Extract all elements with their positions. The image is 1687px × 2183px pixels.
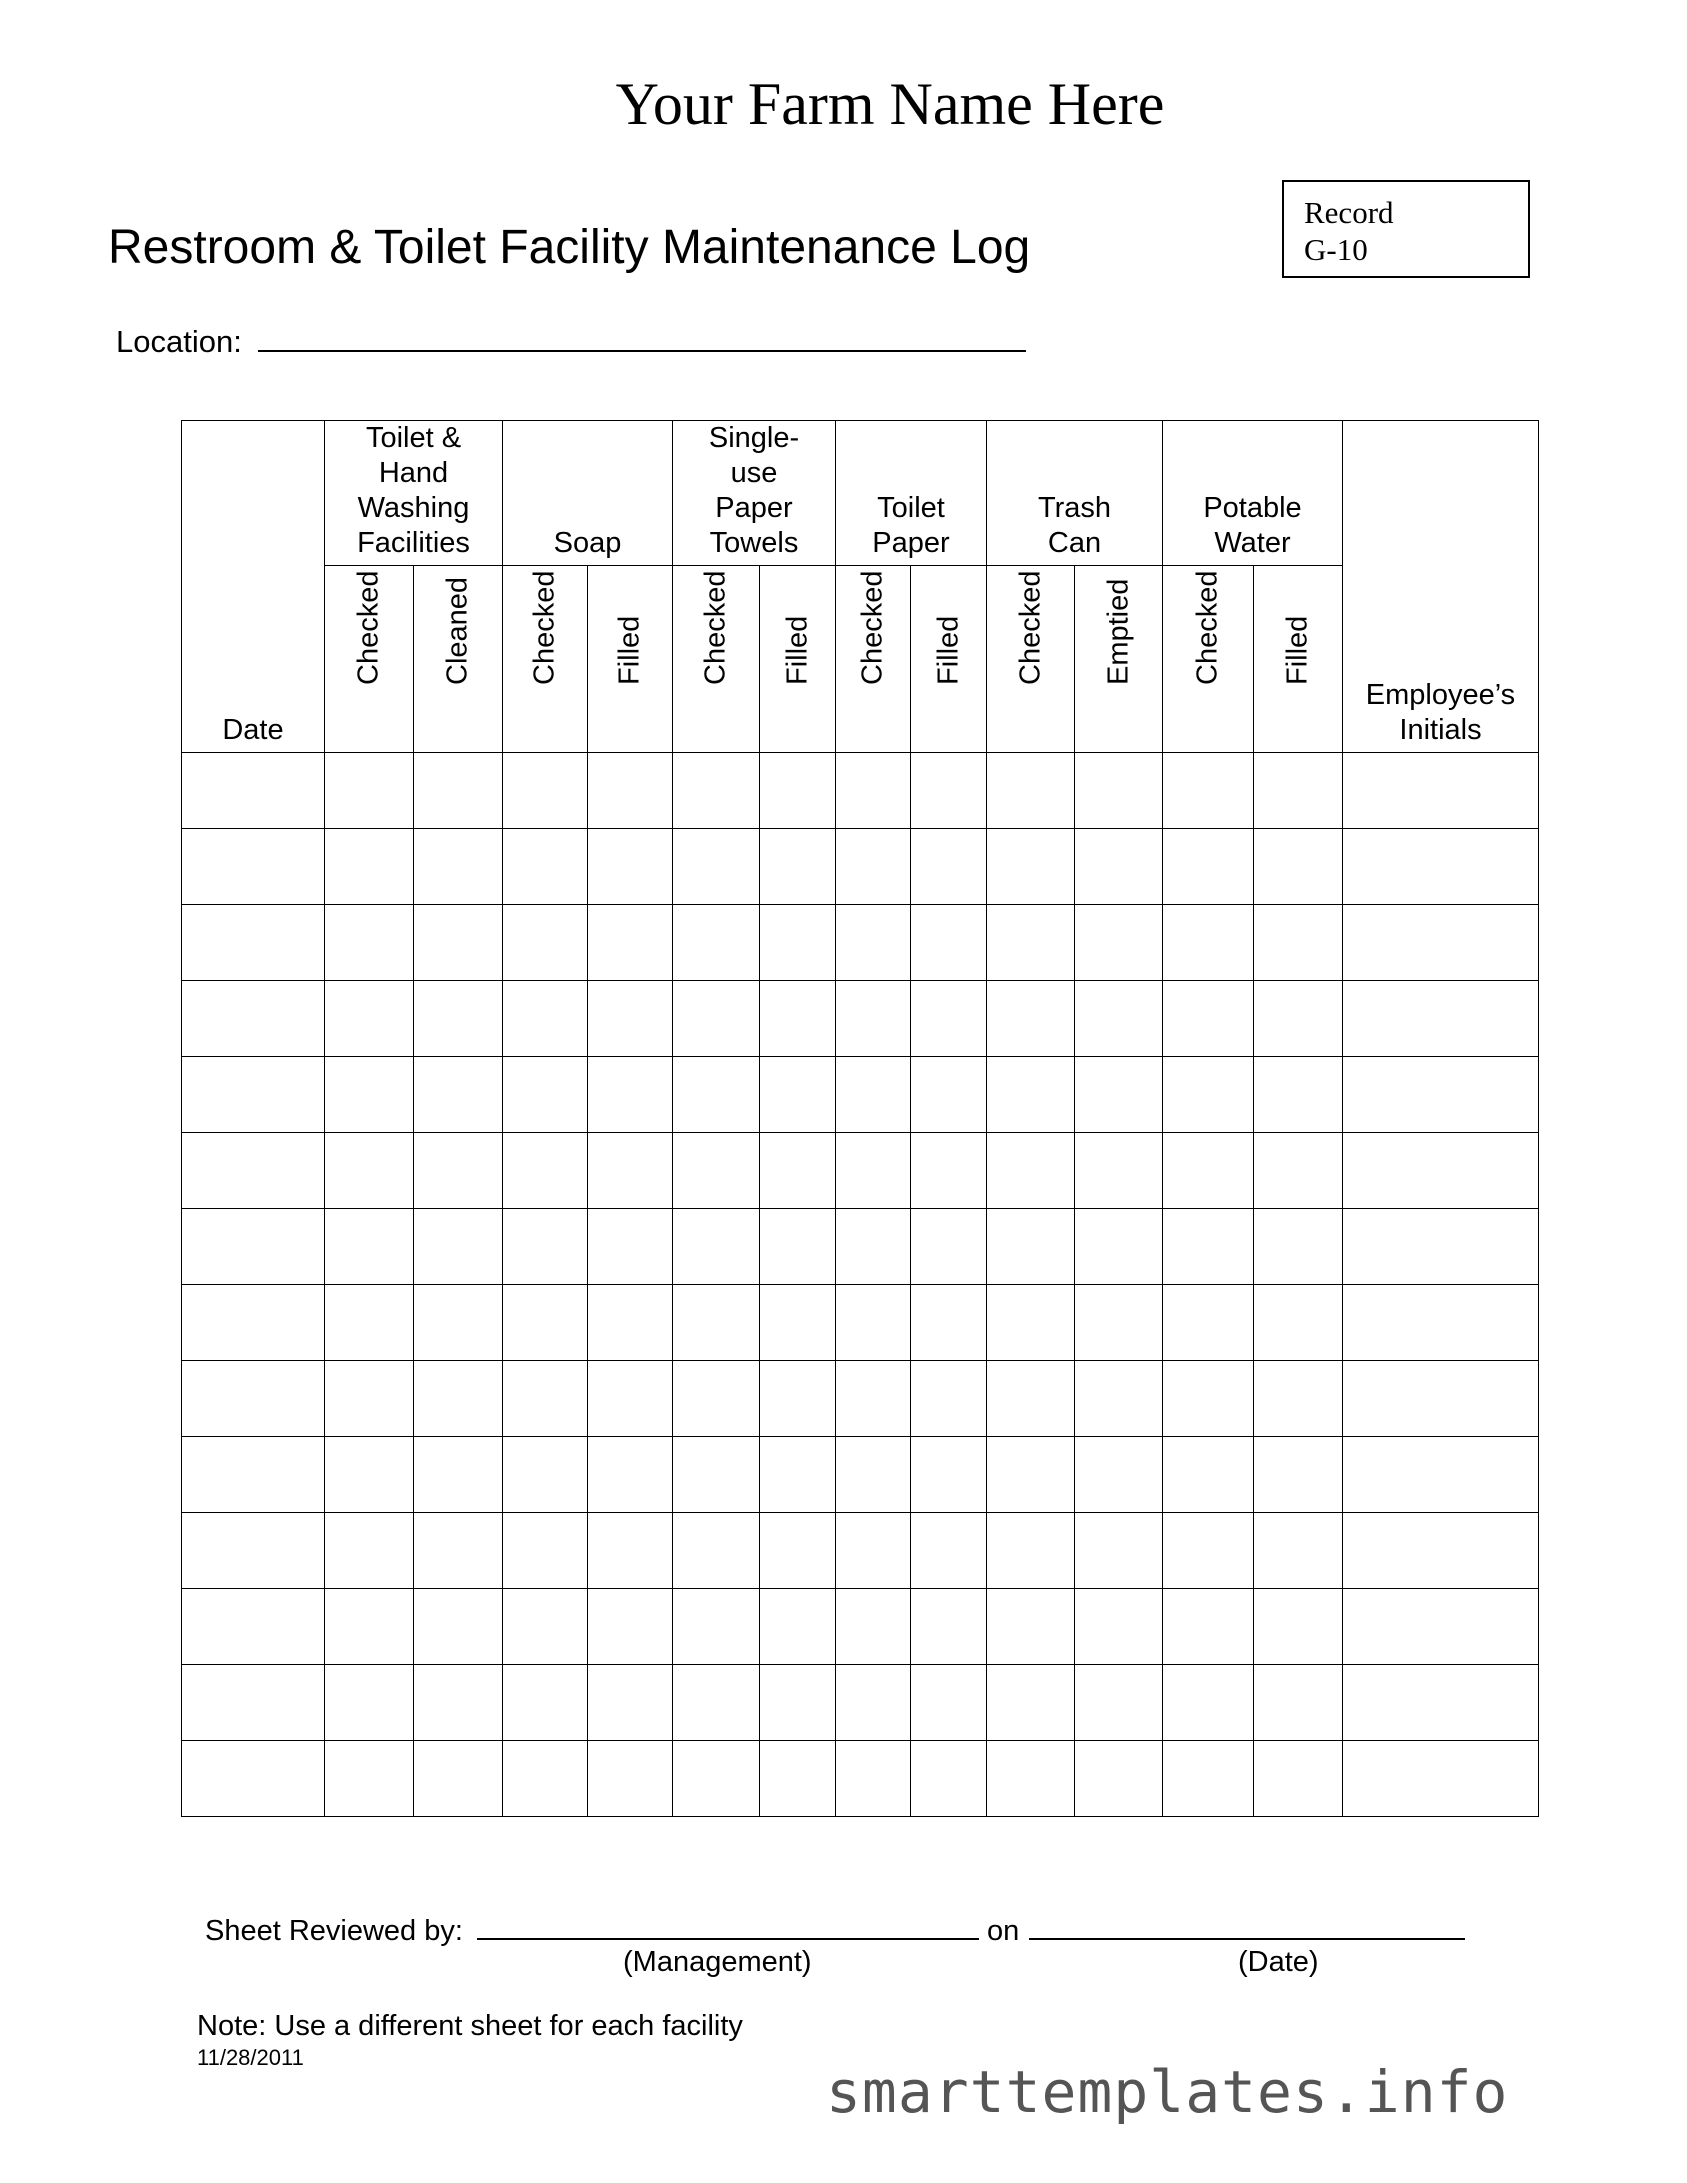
- check-cell[interactable]: [673, 905, 760, 981]
- check-cell[interactable]: [414, 981, 503, 1057]
- table-row: [182, 829, 1539, 905]
- watermark: smarttemplates.info: [826, 2058, 1509, 2126]
- check-cell[interactable]: [588, 1209, 673, 1285]
- check-cell[interactable]: [836, 829, 911, 905]
- table-row: [182, 981, 1539, 1057]
- check-cell[interactable]: [836, 1057, 911, 1133]
- check-cell[interactable]: [760, 1589, 836, 1665]
- check-cell[interactable]: [1075, 1589, 1163, 1665]
- check-cell[interactable]: [414, 829, 503, 905]
- subcolumn-header: [836, 566, 911, 753]
- initials-cell[interactable]: [1343, 1665, 1539, 1741]
- check-cell[interactable]: [987, 1513, 1075, 1589]
- subcolumn-label: Checked: [1014, 570, 1046, 685]
- check-cell[interactable]: [836, 1589, 911, 1665]
- check-cell[interactable]: [760, 753, 836, 829]
- table-row: [182, 1133, 1539, 1209]
- initials-cell[interactable]: [1343, 1589, 1539, 1665]
- check-cell[interactable]: [760, 1513, 836, 1589]
- check-cell[interactable]: [836, 1665, 911, 1741]
- subcolumn-label: Checked: [699, 570, 732, 685]
- check-cell[interactable]: [987, 1741, 1075, 1817]
- check-cell[interactable]: [911, 1133, 987, 1209]
- table-row: [182, 753, 1539, 829]
- check-cell[interactable]: [987, 1209, 1075, 1285]
- initials-cell[interactable]: [1343, 981, 1539, 1057]
- subcolumn-header: [911, 566, 987, 753]
- check-cell[interactable]: [588, 1285, 673, 1361]
- check-cell[interactable]: [760, 829, 836, 905]
- check-cell[interactable]: [1075, 829, 1163, 905]
- table-row: [182, 1057, 1539, 1133]
- check-cell[interactable]: [911, 905, 987, 981]
- initials-cell[interactable]: [1343, 1437, 1539, 1513]
- check-cell[interactable]: [414, 753, 503, 829]
- initials-cell[interactable]: [1343, 1513, 1539, 1589]
- check-cell[interactable]: [911, 1665, 987, 1741]
- check-cell[interactable]: [911, 753, 987, 829]
- check-cell[interactable]: [503, 981, 588, 1057]
- group-header: Toilet Paper: [836, 421, 987, 566]
- reviewer-blank-line[interactable]: [477, 1910, 979, 1940]
- date-cell[interactable]: [182, 1437, 325, 1513]
- check-cell[interactable]: [836, 753, 911, 829]
- subcolumn-header: [503, 566, 588, 753]
- check-cell[interactable]: [911, 1513, 987, 1589]
- check-cell[interactable]: [503, 1133, 588, 1209]
- check-cell[interactable]: [325, 1437, 414, 1513]
- check-cell[interactable]: [673, 1513, 760, 1589]
- subcolumn-label: Checked: [352, 570, 385, 685]
- subcolumn-header: [325, 566, 414, 753]
- table-row: [182, 905, 1539, 981]
- check-cell[interactable]: [1163, 1361, 1254, 1437]
- subcolumn-header: [760, 566, 836, 753]
- check-cell[interactable]: [503, 905, 588, 981]
- date-cell[interactable]: [182, 1133, 325, 1209]
- check-cell[interactable]: [673, 829, 760, 905]
- date-cell[interactable]: [182, 1741, 325, 1817]
- check-cell[interactable]: [1254, 1285, 1343, 1361]
- check-cell[interactable]: [503, 1513, 588, 1589]
- check-cell[interactable]: [414, 905, 503, 981]
- date-cell[interactable]: [182, 1665, 325, 1741]
- document-title: Restroom & Toilet Facility Maintenance Log: [108, 221, 1031, 274]
- check-cell[interactable]: [911, 1285, 987, 1361]
- check-cell[interactable]: [414, 1513, 503, 1589]
- check-cell[interactable]: [1163, 1589, 1254, 1665]
- check-cell[interactable]: [503, 753, 588, 829]
- check-cell[interactable]: [325, 1589, 414, 1665]
- check-cell[interactable]: [325, 1513, 414, 1589]
- location-blank-line[interactable]: [258, 318, 1026, 352]
- on-label: on: [987, 1915, 1020, 1947]
- check-cell[interactable]: [911, 1437, 987, 1513]
- check-cell[interactable]: [1163, 905, 1254, 981]
- check-cell[interactable]: [1254, 905, 1343, 981]
- check-cell[interactable]: [588, 1741, 673, 1817]
- date-cell[interactable]: [182, 905, 325, 981]
- subcolumn-label: Checked: [856, 570, 889, 685]
- check-cell[interactable]: [325, 1285, 414, 1361]
- initials-cell[interactable]: [1343, 1209, 1539, 1285]
- date-caption: (Date): [1238, 1946, 1319, 1978]
- date-column-header: Date: [182, 421, 325, 753]
- check-cell[interactable]: [1075, 1057, 1163, 1133]
- check-cell[interactable]: [588, 829, 673, 905]
- table-row: [182, 1665, 1539, 1741]
- check-cell[interactable]: [760, 1437, 836, 1513]
- check-cell[interactable]: [414, 1589, 503, 1665]
- check-cell[interactable]: [987, 1589, 1075, 1665]
- check-cell[interactable]: [1075, 1513, 1163, 1589]
- check-cell[interactable]: [987, 905, 1075, 981]
- check-cell[interactable]: [760, 1057, 836, 1133]
- check-cell[interactable]: [760, 1209, 836, 1285]
- check-cell[interactable]: [325, 829, 414, 905]
- group-header: Soap: [503, 421, 673, 566]
- table-row: [182, 1285, 1539, 1361]
- check-cell[interactable]: [836, 1133, 911, 1209]
- check-cell[interactable]: [836, 1361, 911, 1437]
- initials-cell[interactable]: [1343, 905, 1539, 981]
- subcolumn-label: Filled: [613, 615, 646, 685]
- table-row: [182, 1589, 1539, 1665]
- check-cell[interactable]: [325, 1209, 414, 1285]
- check-cell[interactable]: [1163, 829, 1254, 905]
- initials-cell[interactable]: [1343, 1133, 1539, 1209]
- group-header: Toilet & Hand Washing Facilities: [325, 421, 503, 566]
- check-cell[interactable]: [1075, 1741, 1163, 1817]
- check-cell[interactable]: [760, 1361, 836, 1437]
- farm-name-heading: Your Farm Name Here: [615, 71, 1165, 137]
- initials-cell[interactable]: [1343, 1285, 1539, 1361]
- date-cell[interactable]: [182, 1057, 325, 1133]
- check-cell[interactable]: [1075, 981, 1163, 1057]
- date-cell[interactable]: [182, 981, 325, 1057]
- check-cell[interactable]: [1163, 753, 1254, 829]
- date-cell[interactable]: [182, 829, 325, 905]
- check-cell[interactable]: [1254, 1057, 1343, 1133]
- check-cell[interactable]: [588, 1665, 673, 1741]
- check-cell[interactable]: [588, 753, 673, 829]
- initials-cell[interactable]: [1343, 1741, 1539, 1817]
- document-date: 11/28/2011: [197, 2045, 304, 2070]
- check-cell[interactable]: [414, 1437, 503, 1513]
- check-cell[interactable]: [325, 1665, 414, 1741]
- check-cell[interactable]: [760, 1285, 836, 1361]
- check-cell[interactable]: [911, 981, 987, 1057]
- check-cell[interactable]: [836, 905, 911, 981]
- check-cell[interactable]: [1254, 1589, 1343, 1665]
- group-header: Trash Can: [987, 421, 1163, 566]
- check-cell[interactable]: [673, 1665, 760, 1741]
- check-cell[interactable]: [414, 1285, 503, 1361]
- check-cell[interactable]: [760, 1133, 836, 1209]
- check-cell[interactable]: [1075, 1209, 1163, 1285]
- date-cell[interactable]: [182, 753, 325, 829]
- check-cell[interactable]: [1163, 1437, 1254, 1513]
- initials-cell[interactable]: [1343, 1057, 1539, 1133]
- check-cell[interactable]: [1254, 1361, 1343, 1437]
- initials-cell[interactable]: [1343, 829, 1539, 905]
- check-cell[interactable]: [836, 1285, 911, 1361]
- check-cell[interactable]: [588, 905, 673, 981]
- check-cell[interactable]: [673, 753, 760, 829]
- check-cell[interactable]: [1163, 1513, 1254, 1589]
- check-cell[interactable]: [1163, 1285, 1254, 1361]
- check-cell[interactable]: [588, 1513, 673, 1589]
- maintenance-log-table: [181, 420, 1539, 1817]
- reviewed-by-label: Sheet Reviewed by:: [205, 1915, 463, 1947]
- check-cell[interactable]: [325, 981, 414, 1057]
- check-cell[interactable]: [1254, 1665, 1343, 1741]
- initials-cell[interactable]: [1343, 1361, 1539, 1437]
- header-row-subcolumns: [182, 566, 1539, 753]
- table-row: [182, 1741, 1539, 1817]
- check-cell[interactable]: [1163, 1665, 1254, 1741]
- check-cell[interactable]: [503, 1665, 588, 1741]
- check-cell[interactable]: [503, 1209, 588, 1285]
- check-cell[interactable]: [1075, 905, 1163, 981]
- subcolumn-label: Checked: [1191, 570, 1224, 685]
- check-cell[interactable]: [836, 1513, 911, 1589]
- date-cell[interactable]: [182, 1285, 325, 1361]
- check-cell[interactable]: [414, 1361, 503, 1437]
- check-cell[interactable]: [503, 1361, 588, 1437]
- check-cell[interactable]: [987, 1133, 1075, 1209]
- check-cell[interactable]: [673, 1133, 760, 1209]
- subcolumn-label: Emptied: [1102, 578, 1134, 685]
- check-cell[interactable]: [588, 1057, 673, 1133]
- check-cell[interactable]: [911, 1589, 987, 1665]
- check-cell[interactable]: [1254, 1133, 1343, 1209]
- check-cell[interactable]: [1254, 1209, 1343, 1285]
- group-header: Single- use Paper Towels: [673, 421, 836, 566]
- check-cell[interactable]: [503, 1437, 588, 1513]
- check-cell[interactable]: [1075, 753, 1163, 829]
- date-cell[interactable]: [182, 1361, 325, 1437]
- subcolumn-label: Checked: [528, 570, 561, 685]
- subcolumn-header: [673, 566, 760, 753]
- check-cell[interactable]: [325, 1133, 414, 1209]
- check-cell[interactable]: [987, 1285, 1075, 1361]
- check-cell[interactable]: [760, 905, 836, 981]
- check-cell[interactable]: [673, 1589, 760, 1665]
- check-cell[interactable]: [503, 1589, 588, 1665]
- subcolumn-header: [987, 566, 1075, 753]
- location-field: [116, 318, 1026, 360]
- check-cell[interactable]: [987, 1057, 1075, 1133]
- subcolumn-label: Filled: [1281, 615, 1314, 685]
- check-cell[interactable]: [1075, 1665, 1163, 1741]
- check-cell[interactable]: [414, 1741, 503, 1817]
- check-cell[interactable]: [760, 1741, 836, 1817]
- check-cell[interactable]: [911, 1057, 987, 1133]
- check-cell[interactable]: [588, 1361, 673, 1437]
- management-caption: (Management): [623, 1946, 812, 1978]
- check-cell[interactable]: [588, 1133, 673, 1209]
- record-box: [1282, 180, 1530, 278]
- subcolumn-label: Filled: [781, 615, 813, 685]
- check-cell[interactable]: [987, 829, 1075, 905]
- check-cell[interactable]: [1075, 1361, 1163, 1437]
- check-cell[interactable]: [325, 905, 414, 981]
- check-cell[interactable]: [987, 981, 1075, 1057]
- check-cell[interactable]: [325, 1361, 414, 1437]
- check-cell[interactable]: [1254, 753, 1343, 829]
- check-cell[interactable]: [325, 1741, 414, 1817]
- review-line: [205, 1910, 1465, 1948]
- record-code: G-10: [1304, 232, 1368, 267]
- check-cell[interactable]: [673, 981, 760, 1057]
- subcolumn-header: [1163, 566, 1254, 753]
- check-cell[interactable]: [760, 1665, 836, 1741]
- check-cell[interactable]: [987, 1361, 1075, 1437]
- employee-initials-header: Employee’s Initials: [1343, 421, 1539, 753]
- check-cell[interactable]: [760, 981, 836, 1057]
- check-cell[interactable]: [836, 1437, 911, 1513]
- check-cell[interactable]: [987, 1665, 1075, 1741]
- check-cell[interactable]: [987, 753, 1075, 829]
- check-cell[interactable]: [1163, 1741, 1254, 1817]
- check-cell[interactable]: [503, 829, 588, 905]
- subcolumn-label: Cleaned: [441, 576, 474, 685]
- check-cell[interactable]: [836, 1209, 911, 1285]
- check-cell[interactable]: [414, 1209, 503, 1285]
- table-row: [182, 1209, 1539, 1285]
- check-cell[interactable]: [1254, 1437, 1343, 1513]
- check-cell[interactable]: [673, 1057, 760, 1133]
- check-cell[interactable]: [987, 1437, 1075, 1513]
- check-cell[interactable]: [325, 1057, 414, 1133]
- check-cell[interactable]: [503, 1057, 588, 1133]
- check-cell[interactable]: [1075, 1133, 1163, 1209]
- initials-cell[interactable]: [1343, 753, 1539, 829]
- subcolumn-header: [588, 566, 673, 753]
- check-cell[interactable]: [911, 1209, 987, 1285]
- date-cell[interactable]: [182, 1589, 325, 1665]
- subcolumn-header: [414, 566, 503, 753]
- review-date-blank-line[interactable]: [1029, 1910, 1465, 1940]
- check-cell[interactable]: [414, 1665, 503, 1741]
- table-row: [182, 1361, 1539, 1437]
- check-cell[interactable]: [1254, 981, 1343, 1057]
- subcolumn-header: [1254, 566, 1343, 753]
- check-cell[interactable]: [673, 1741, 760, 1817]
- check-cell[interactable]: [911, 1361, 987, 1437]
- table-row: [182, 1437, 1539, 1513]
- check-cell[interactable]: [673, 1437, 760, 1513]
- check-cell[interactable]: [911, 829, 987, 905]
- subcolumn-label: Filled: [932, 615, 964, 685]
- check-cell[interactable]: [588, 1437, 673, 1513]
- check-cell[interactable]: [1163, 1133, 1254, 1209]
- check-cell[interactable]: [1163, 981, 1254, 1057]
- check-cell[interactable]: [503, 1285, 588, 1361]
- check-cell[interactable]: [836, 1741, 911, 1817]
- check-cell[interactable]: [1075, 1437, 1163, 1513]
- check-cell[interactable]: [1254, 1513, 1343, 1589]
- check-cell[interactable]: [588, 981, 673, 1057]
- check-cell[interactable]: [1163, 1209, 1254, 1285]
- check-cell[interactable]: [414, 1133, 503, 1209]
- check-cell[interactable]: [836, 981, 911, 1057]
- check-cell[interactable]: [1075, 1285, 1163, 1361]
- check-cell[interactable]: [1163, 1057, 1254, 1133]
- record-label: Record: [1304, 195, 1394, 230]
- check-cell[interactable]: [673, 1285, 760, 1361]
- facility-note: Note: Use a different sheet for each facility: [197, 2010, 743, 2042]
- check-cell[interactable]: [673, 1209, 760, 1285]
- table-row: [182, 1513, 1539, 1589]
- group-header: Potable Water: [1163, 421, 1343, 566]
- check-cell[interactable]: [673, 1361, 760, 1437]
- subcolumn-header: [1075, 566, 1163, 753]
- check-cell[interactable]: [414, 1057, 503, 1133]
- check-cell[interactable]: [588, 1589, 673, 1665]
- date-cell[interactable]: [182, 1513, 325, 1589]
- check-cell[interactable]: [325, 753, 414, 829]
- check-cell[interactable]: [911, 1741, 987, 1817]
- check-cell[interactable]: [503, 1741, 588, 1817]
- date-cell[interactable]: [182, 1209, 325, 1285]
- location-label: Location:: [116, 324, 242, 359]
- check-cell[interactable]: [1254, 1741, 1343, 1817]
- check-cell[interactable]: [1254, 829, 1343, 905]
- header-row-groups: [182, 421, 1539, 566]
